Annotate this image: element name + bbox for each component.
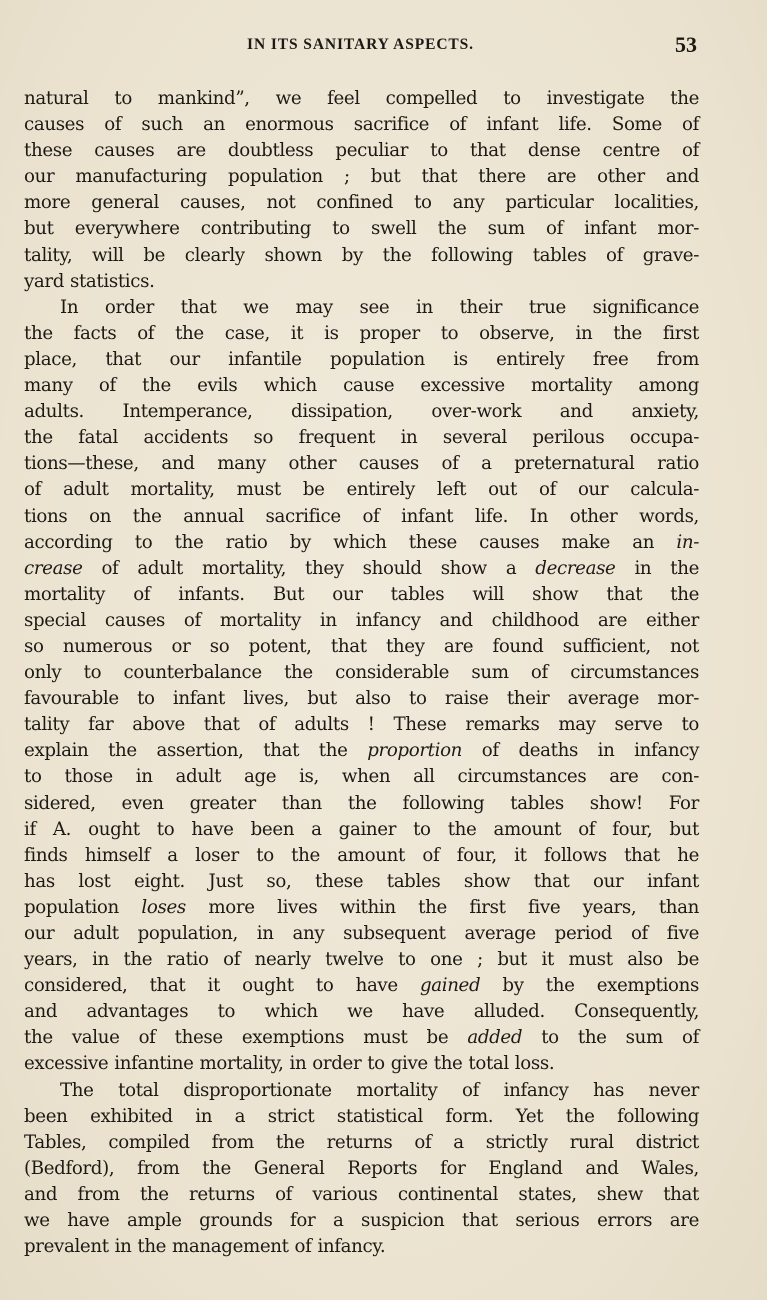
text-line: sidered, even greater than the following tables show! For: [24, 792, 699, 814]
text-line: to those in adult age is, when all circumstances are con-: [24, 766, 699, 788]
running-title: IN ITS SANITARY ASPECTS.: [247, 36, 474, 53]
text-line: many of the evils which cause excessive mortality among: [24, 375, 699, 397]
text-line: the value of these exemptions must be added to the sum of: [24, 1027, 699, 1049]
paragraph-1: [24, 86, 699, 295]
text-line: our adult population, in any subsequent average period of five: [24, 923, 699, 944]
text-line: considered, that it ought to have gained by the exemptions: [24, 975, 699, 997]
text-line: the facts of the case, it is proper to observe, in the first: [24, 322, 699, 344]
text-line: In order that we may see in their true significance: [60, 296, 699, 318]
text-line: so numerous or so potent, that they are found sufficient, not: [24, 635, 699, 657]
italic-emphasis: crease: [24, 557, 83, 579]
paragraph-3: [24, 1078, 699, 1261]
text-line: yard statistics.: [24, 270, 155, 292]
text-line: but everywhere contributing to swell the sum of infant mor-: [24, 218, 699, 240]
text-line: explain the assertion, that the proportion of deaths in infancy: [24, 740, 700, 762]
text-line: years, in the ratio of nearly twelve to one ; but it must also be: [24, 949, 699, 971]
text-line: crease of adult mortality, they should show a decrease in the: [24, 557, 699, 579]
text-line: these causes are doubtless peculiar to that dense centre of: [24, 140, 699, 162]
text-line: population loses more lives within the first five years, than: [24, 896, 699, 918]
text-line: our manufacturing population ; but that there are other and: [24, 166, 699, 188]
text-line: excessive infantine mortality, in order to give the total loss.: [24, 1053, 555, 1075]
text-line: prevalent in the management of infancy.: [24, 1236, 386, 1258]
text-line: more general causes, not confined to any particular localities,: [24, 192, 699, 214]
text-line: The total disproportionate mortality of infancy has never: [60, 1079, 699, 1101]
text-line: we have ample grounds for a suspicion that serious errors are: [24, 1210, 699, 1232]
text-line: and from the returns of various continental states, shew that: [24, 1183, 699, 1205]
text-line: special causes of mortality in infancy and childhood are either: [24, 609, 699, 631]
italic-emphasis: gained: [419, 975, 481, 997]
italic-emphasis: proportion: [367, 740, 463, 762]
page-number: 53: [675, 32, 697, 57]
text-line: according to the ratio by which these causes make an in-: [24, 531, 699, 553]
italic-emphasis: in-: [676, 531, 699, 553]
text-line: natural to mankind”, we feel compelled to investigate the: [24, 88, 699, 109]
text-line: of adult mortality, must be entirely left out of our calcula-: [24, 479, 699, 501]
text-line: causes of such an enormous sacrifice of infant life. Some of: [24, 114, 699, 136]
italic-emphasis: decrease: [535, 557, 616, 579]
italic-emphasis: added: [467, 1027, 523, 1049]
text-line: tions on the annual sacrifice of infant life. In other words,: [24, 505, 699, 527]
italic-emphasis: loses: [141, 896, 186, 918]
text-line: place, that our infantile population is entirely free from: [24, 348, 699, 370]
text-line: tality far above that of adults ! These remarks may serve to: [24, 714, 699, 736]
text-line: and advantages to which we have alluded. Consequently,: [24, 1001, 699, 1023]
text-line: finds himself a loser to the amount of four, it follows that he: [24, 844, 699, 866]
text-line: tions—these, and many other causes of a preternatural ratio: [24, 453, 699, 475]
text-line: adults. Intemperance, dissipation, over-work and anxiety,: [24, 401, 699, 423]
running-head: [24, 34, 697, 60]
text-line: favourable to infant lives, but also to raise their average mor-: [24, 688, 699, 710]
text-line: mortality of infants. But our tables will show that the: [24, 583, 699, 605]
text-line: has lost eight. Just so, these tables show that our infant: [24, 870, 699, 892]
text-line: if A. ought to have been a gainer to the amount of four, but: [24, 818, 699, 840]
paragraph-2: [24, 295, 699, 1078]
text-line: (Bedford), from the General Reports for England and Wales,: [24, 1157, 699, 1179]
text-line: Tables, compiled from the returns of a strictly rural district: [24, 1131, 699, 1153]
text-line: the fatal accidents so frequent in several perilous occupa-: [24, 427, 699, 449]
text-line: only to counterbalance the considerable sum of circumstances: [24, 662, 699, 684]
text-line: tality, will be clearly shown by the following tables of grave-: [24, 244, 699, 266]
text-line: been exhibited in a strict statistical form. Yet the following: [24, 1105, 699, 1127]
body-text: [24, 86, 699, 1260]
